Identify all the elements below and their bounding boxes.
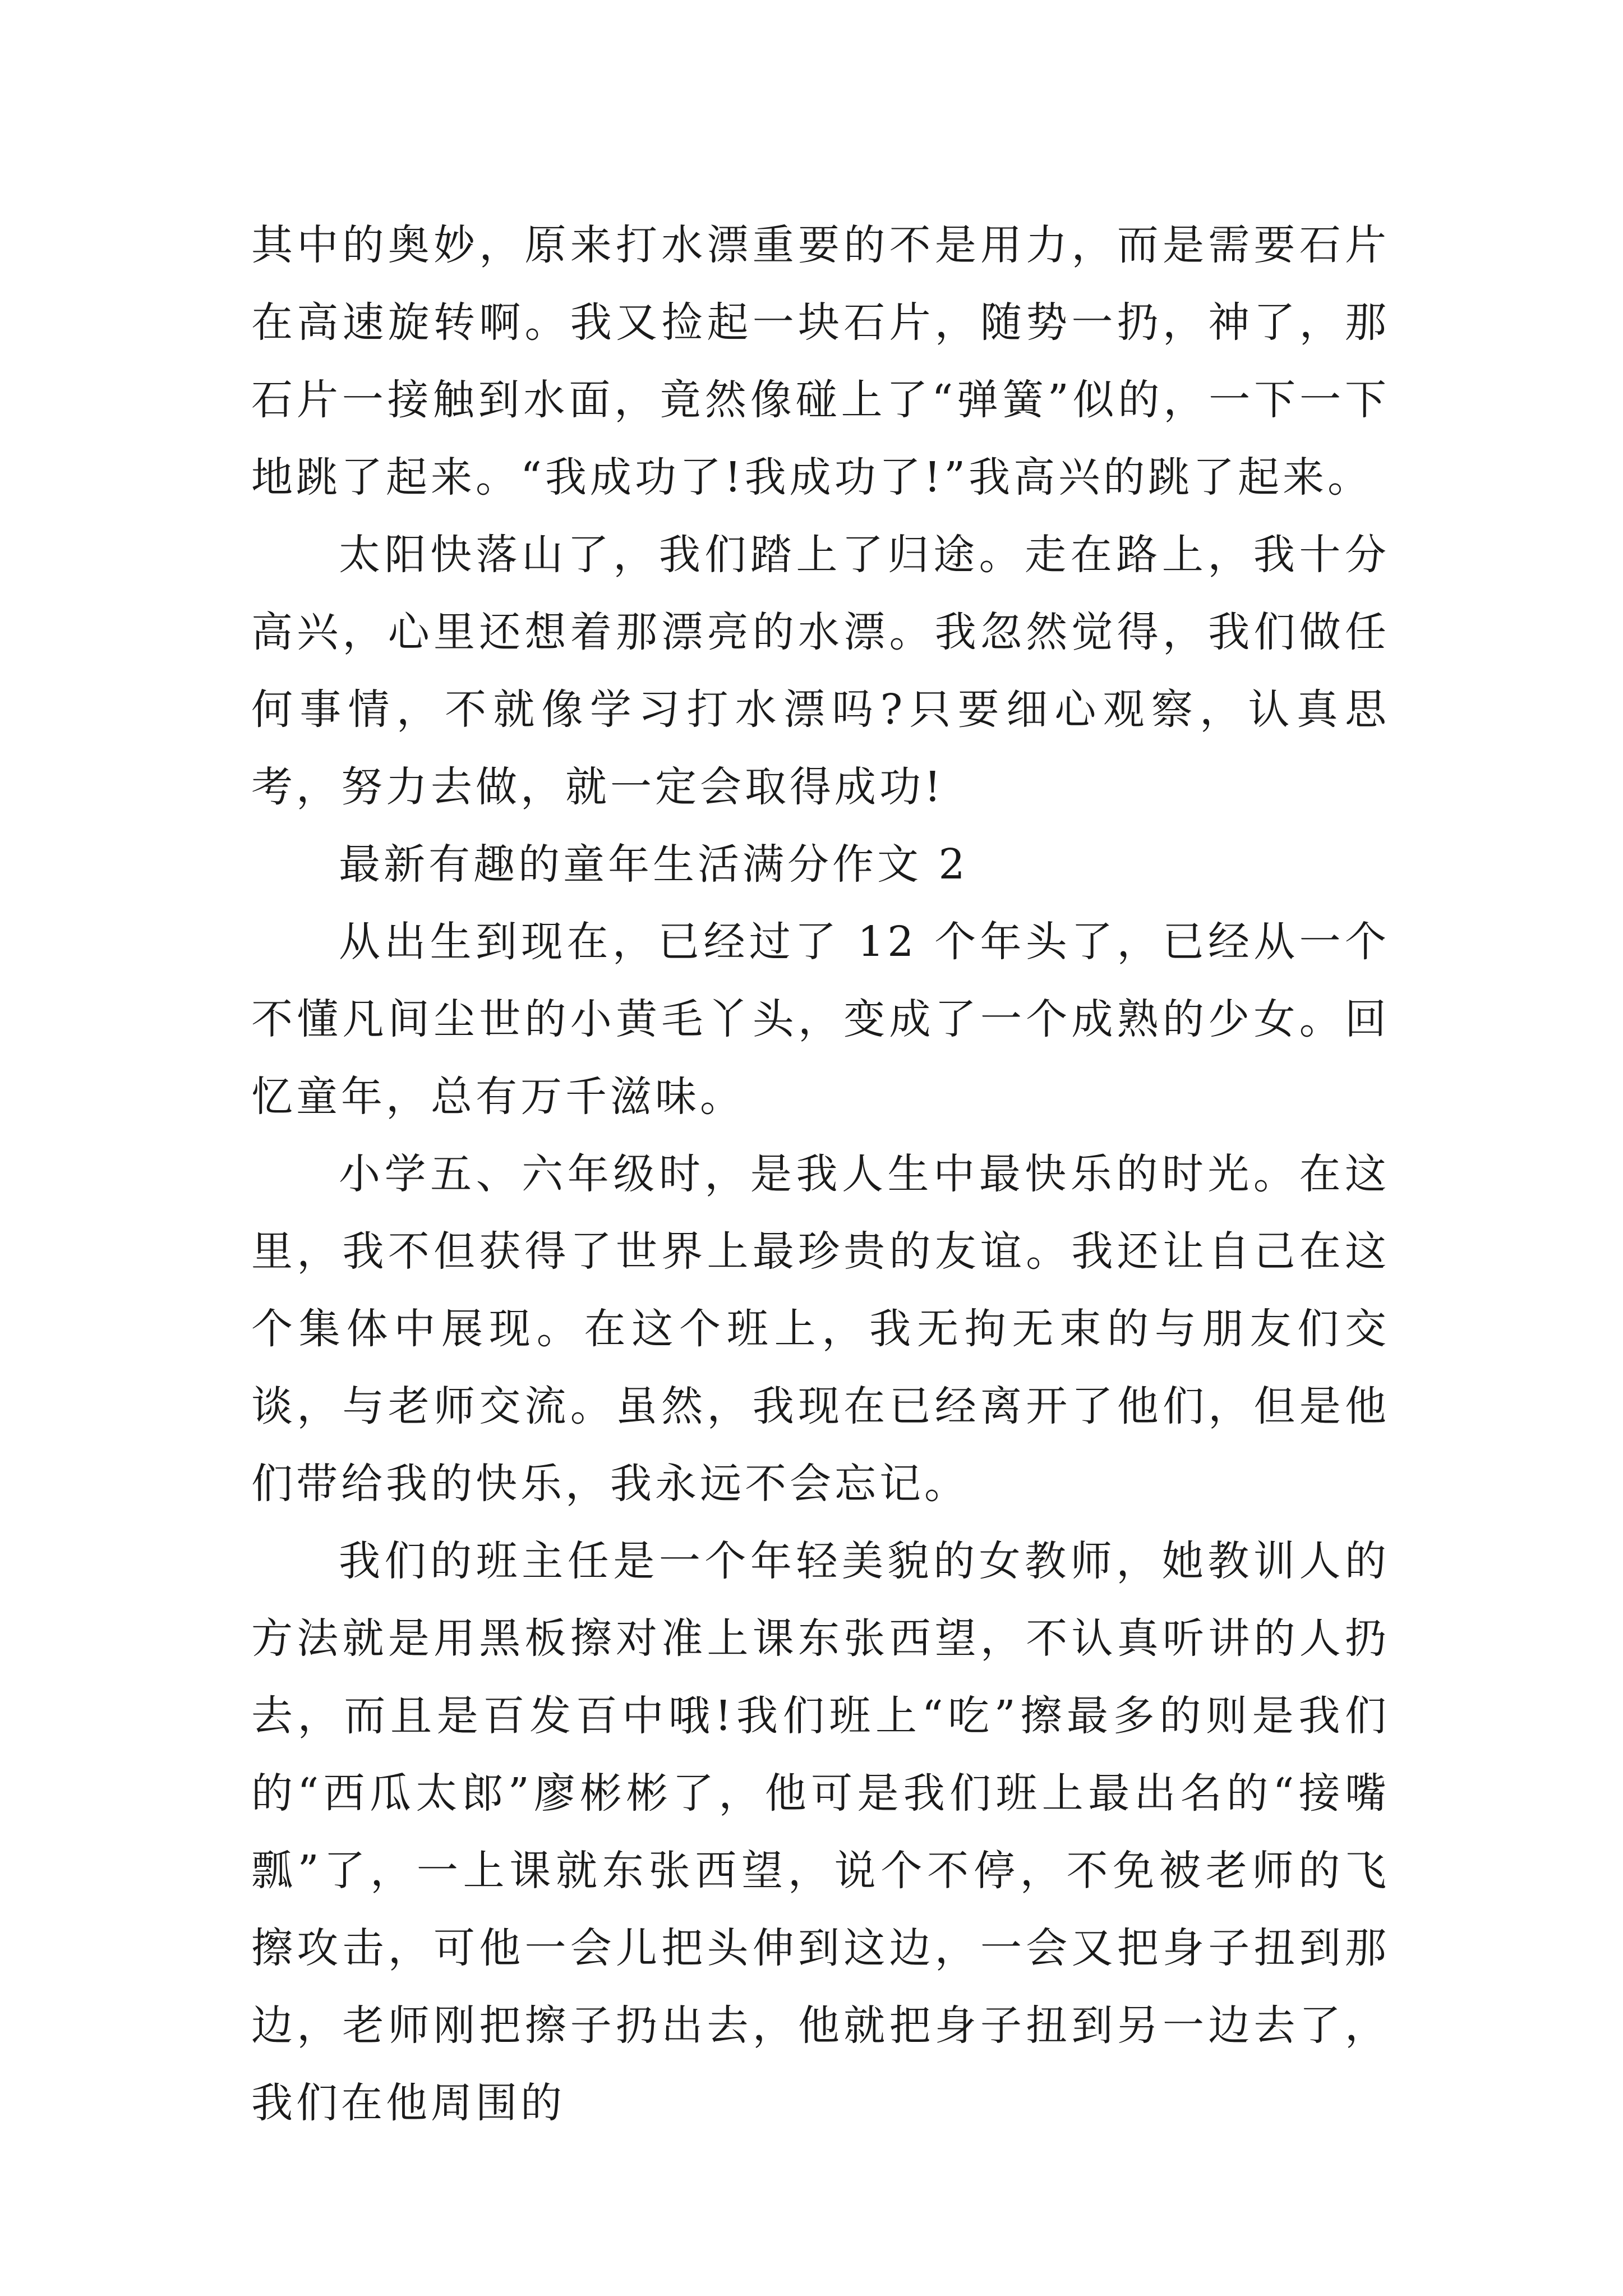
paragraph: 太阳快落山了，我们踏上了归途。走在路上，我十分高兴，心里还想着那漂亮的水漂。我忽然觉得，我们做任何事情，不就像学习打水漂吗?只要细心观察，认真思考，努力去做，就一定会取得成功! [251, 531, 1390, 811]
paragraph: 我们的班主任是一个年轻美貌的女教师，她教训人的方法就是用黑板擦对准上课东张西望，不认真听讲的人扔去，而且是百发百中哦!我们班上“吃”擦最多的则是我们的“西瓜太郎”廖彬彬了，他可是我们班上最出名的“接嘴瓢”了，一上课就东张西望，说个不停，不免被老师的飞擦攻击，可他一会儿把头伸到这边，一会又把身子扭到那边，老师刚把擦子扔出去，他就把身子扭到另一边去了，我们在他周围的 [251, 1537, 1390, 2127]
paragraph: 从出生到现在，已经过了 12 个年头了，已经从一个不懂凡间尘世的小黄毛丫头，变成了一个成熟的少女。回忆童年，总有万千滋味。 [251, 918, 1390, 1121]
paragraph: 小学五、六年级时，是我人生中最快乐的时光。在这里，我不但获得了世界上最珍贵的友谊。我还让自己在这个集体中展现。在这个班上，我无拘无束的与朋友们交谈，与老师交流。虽然，我现在已经离开了他们，但是他们带给我的快乐，我永远不会忘记。 [251, 1150, 1390, 1508]
section-heading: 最新有趣的童年生活满分作文 2 [339, 840, 969, 889]
article-body [251, 206, 1390, 2142]
paragraph-continued: 其中的奥妙，原来打水漂重要的不是用力，而是需要石片在高速旋转啊。我又捡起一块石片，随势一扔，神了，那石片一接触到水面，竟然像碰上了“弹簧”似的，一下一下地跳了起来。“我成功了!我成功了!”我高兴的跳了起来。 [251, 221, 1390, 501]
